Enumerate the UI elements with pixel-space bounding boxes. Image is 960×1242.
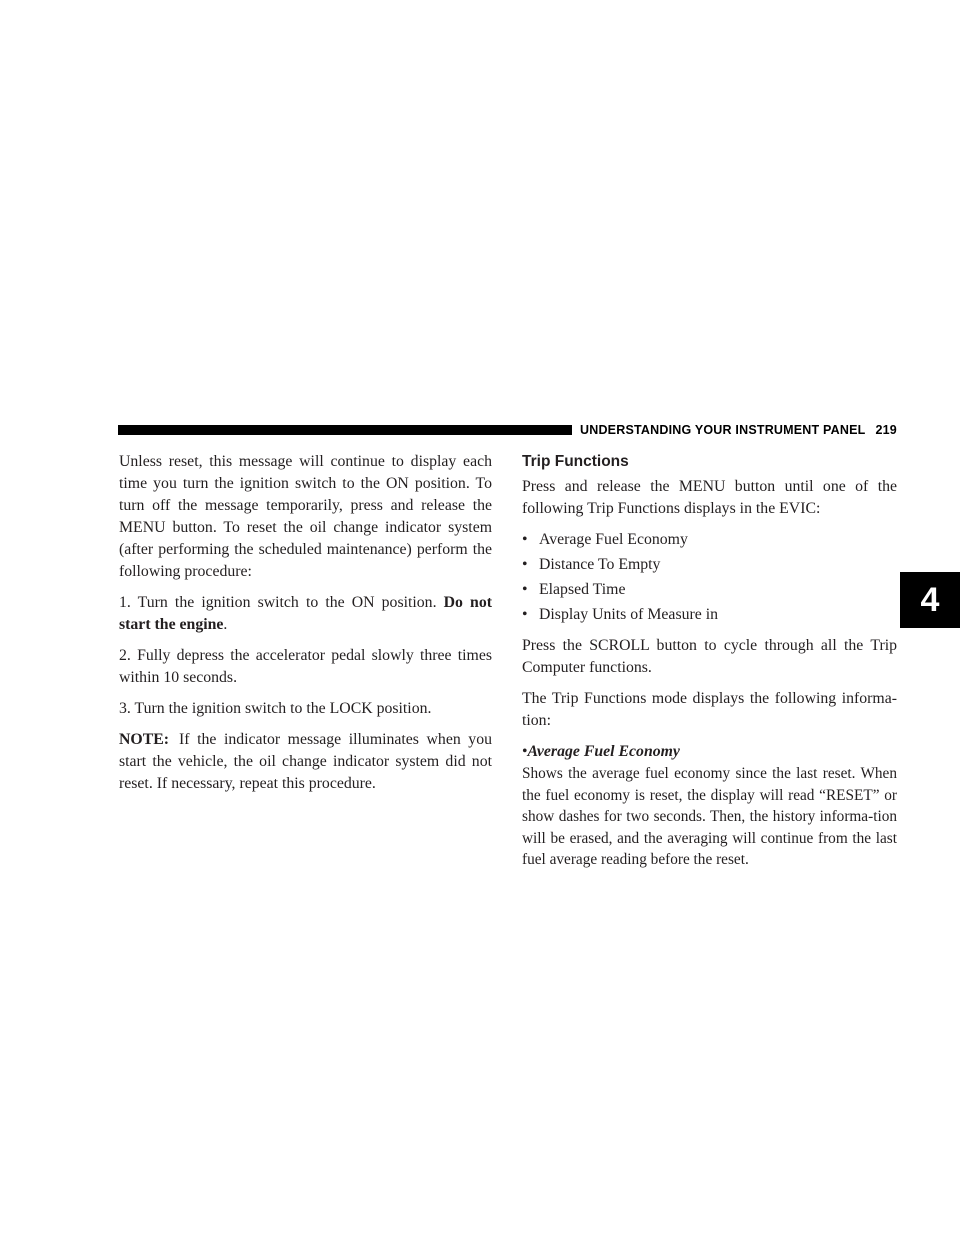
mode-description: The Trip Functions mode displays the following informa-tion:: [522, 690, 897, 729]
note-text: If the indicator message illuminates when you start the vehicle, the oil change indicator system did not reset. If necessary, repeat this procedure.: [119, 731, 492, 792]
list-item: • Distance To Empty: [522, 554, 897, 576]
step-1-warning: Do not start the engine: [119, 594, 492, 633]
chapter-tab: 4: [900, 572, 960, 628]
page-number: 219: [875, 423, 897, 437]
note-label: NOTE:: [119, 731, 170, 748]
bullet-icon: •: [522, 531, 528, 548]
bullet-icon: •: [522, 606, 528, 623]
running-header: [580, 422, 897, 438]
note: [119, 729, 492, 795]
list-item: • Average Fuel Economy: [522, 529, 897, 551]
step-2: 2. Fully depress the accelerator pedal slowly three times within 10 seconds.: [119, 647, 492, 686]
right-column: [522, 451, 897, 880]
bullet-icon: •: [522, 581, 528, 598]
average-fuel-economy-item: [522, 741, 897, 763]
trip-functions-list: [522, 529, 897, 626]
list-item: • Elapsed Time: [522, 579, 897, 601]
trip-functions-heading: Trip Functions: [522, 453, 629, 470]
bullet-icon: •: [522, 743, 528, 760]
step-3: 3. Turn the ignition switch to the LOCK position.: [119, 700, 432, 717]
scroll-instructions: Press the SCROLL button to cycle through all the Trip Computer functions.: [522, 637, 897, 676]
step-1: 1. Turn the ignition switch to the ON position. Do not start the engine.: [119, 594, 492, 633]
bullet-icon: •: [522, 556, 528, 573]
list-item: • Display Units of Measure in: [522, 604, 897, 626]
oil-change-intro: Unless reset, this message will continue to display each time you turn the ignition switch to the ON position. To turn off the message temporarily, press and release the MENU button. To reset the oil change indicator system (after performing the scheduled maintenance) perform the following procedure:: [119, 453, 492, 580]
item-title: Average Fuel Economy: [527, 743, 680, 760]
average-fuel-economy-description: Shows the average fuel economy since the last reset. When the fuel economy is reset, the display will read “RESET” or show dashes for two seconds. Then, the history informa-tion will be erased, and the averaging will continue from the last fuel average reading before the reset.: [522, 765, 897, 868]
trip-functions-intro: Press and release the MENU button until one of the following Trip Functions displays in the EVIC:: [522, 478, 897, 517]
left-column: [119, 451, 492, 804]
section-title: UNDERSTANDING YOUR INSTRUMENT PANEL: [580, 423, 866, 437]
header-rule: [118, 425, 572, 435]
